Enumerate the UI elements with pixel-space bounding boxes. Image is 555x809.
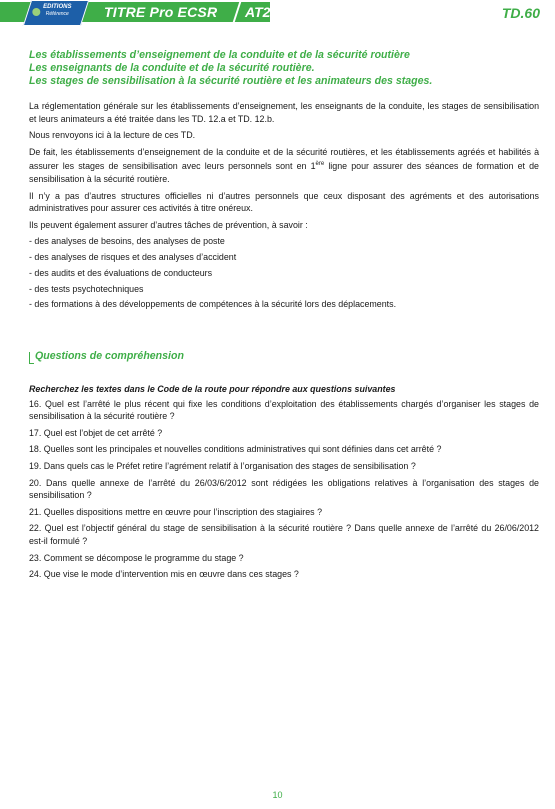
list-item: - des audits et des évaluations de conducteurs [29,267,213,278]
editions-logo [23,0,89,26]
questions-title: Questions de compréhension [35,350,184,362]
headline-line: Les enseignants de la conduite et de la sécurité routière. [29,62,315,74]
page-number: 10 [272,790,283,800]
list-item: - des analyses de risques et des analyses d’accident [29,252,237,263]
page-header [0,0,555,24]
header-tag: AT2 [245,4,271,20]
question-item: 20. Dans quelle annexe de l’arrêté du 26/03/6/2012 sont rédigées les obligations relatives à l’organisation des stages de sensibilisation ? [29,477,539,501]
paragraph [29,146,539,186]
section-headline [29,49,539,88]
question-item: 23. Comment se décompose le programme du stage ? [29,552,244,563]
paragraph-text: De fait, les établissements d’enseignement de la conduite et de la sécurité routières, et les établissements agréés et habilités à assurer les stages de sensibilisation avec leurs personnels sont en 1 [29,146,539,172]
paragraph: Il n’y a pas d’autres structures officielles ni d’autres personnels que ceux disposant des agréments et des autorisations administratives pour assurer ces activités à titre onéreux. [29,190,539,214]
body-text [29,100,539,314]
bracket-icon [29,352,34,364]
question-item: 24. Que vise le mode d’intervention mis en œuvre dans ces stages ? [29,569,299,580]
question-item: 18. Quelles sont les principales et nouvelles conditions administratives qui sont définies dans cet arrêté ? [29,444,442,455]
logo-text: EDITIONS [43,4,72,10]
headline-line: Les stages de sensibilisation à la sécurité routière et les animateurs des stages. [29,75,433,87]
paragraph-text: ligne pour assurer des séances de formation et de sensibilisation à la sécurité routière. [29,161,539,184]
headline-line: Les établissements d’enseignement de la conduite et de la sécurité routière [29,49,410,61]
superscript: ère [315,161,325,168]
question-item: 22. Quel est l’objectif général du stage de sensibilisation à la sécurité routière ? Dans quelle annexe de l’arrêté du 26/06/2012 est-il formulé ? [29,523,539,546]
list-item: - des analyses de besoins, des analyses de poste [29,236,225,247]
paragraph: Nous renvoyons ici à la lecture de ces TD. [29,130,196,141]
logo-subtext: Référence [45,11,69,17]
question-item: 21. Quelles dispositions mettre en œuvre pour l’inscription des stagiaires ? [29,506,323,517]
paragraph: La réglementation générale sur les établissements d’enseignement, les enseignants de la conduite, les stages de sensibilisation et leurs animateurs a été traitée dans les TD. 12.a et TD. 12.b. [29,101,539,124]
list-item: - des formations à des développements de compétences à la sécurité lors des déplacements. [29,299,397,310]
questions-list [29,383,539,585]
header-title: TITRE Pro ECSR [104,4,218,20]
list-item: - des tests psychotechniques [29,283,144,294]
paragraph: Ils peuvent également assurer d’autres tâches de prévention, à savoir : [29,219,308,230]
header-td-code: TD.60 [501,5,540,21]
questions-heading [29,348,229,364]
question-item: 19. Dans quels cas le Préfet retire l’agrément relatif à l’organisation des stages de sensibilisation ? [29,460,416,471]
question-item: 17. Quel est l’objet de cet arrêté ? [29,427,163,438]
question-item: 16. Quel est l’arrêté le plus récent qui fixe les conditions d’exploitation des établissements chargés d’organiser les stages de sensibilisation à la sécurité routière ? [29,398,539,422]
questions-intro: Recherchez les textes dans le Code de la route pour répondre aux questions suivantes [29,384,396,394]
